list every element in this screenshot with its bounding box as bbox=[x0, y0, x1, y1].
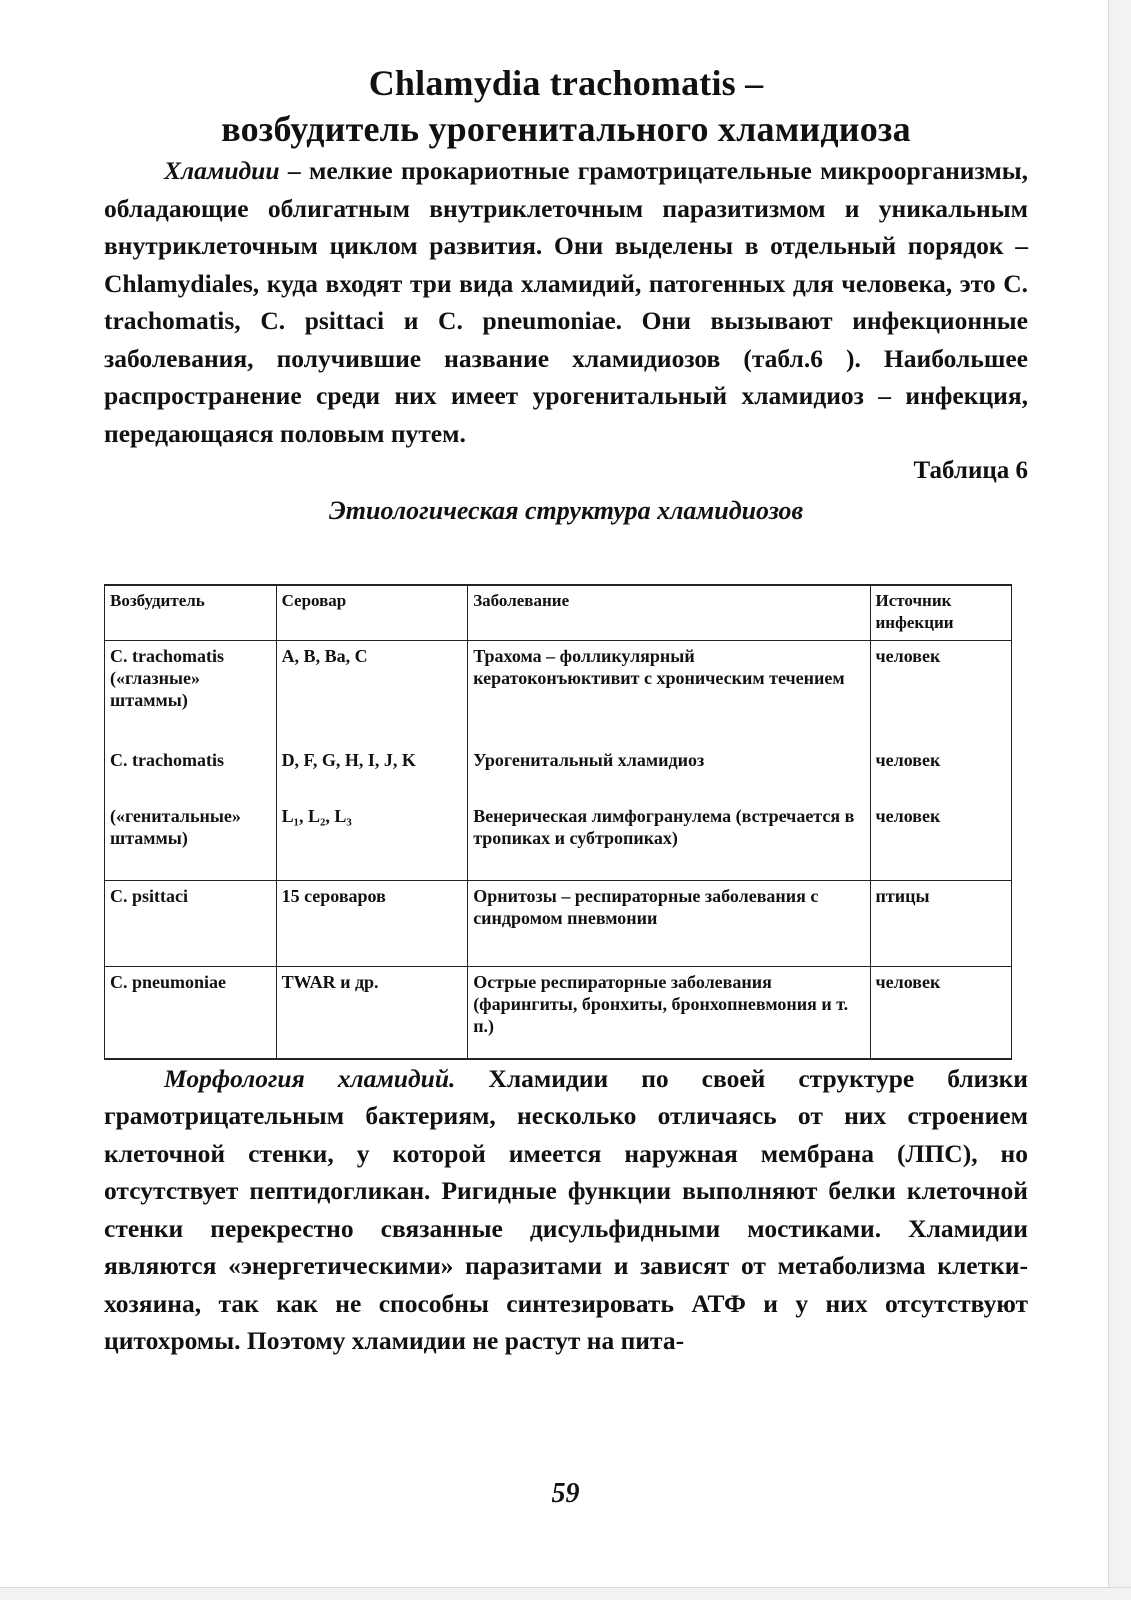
page-right-edge bbox=[1108, 0, 1131, 1600]
cell-source: человек bbox=[870, 967, 1011, 1059]
morphology-text: Хламидии по своей структуре близки грамотрицательным бактериям, несколько отличаясь от них строением клеточной стенки, у которой имеется наружная мембрана (ЛПС), но отсутствует пептидогликан. Ригидные функции выполняют белки клеточной стенки перекрестно связанные дисульфидными мостиками. Хламидии являются «энергетическими» паразитами и зависят от метаболизма клетки-хозяина, так как не способны синтезировать АТФ и у них отсутствуют цитохромы. Поэтому хламидии не растут на пита- bbox=[104, 1063, 1028, 1355]
header-serovar: Серовар bbox=[276, 585, 468, 641]
cell-source: человек bbox=[870, 745, 1011, 801]
cell-source: человек bbox=[870, 801, 1011, 881]
cell-serovar: D, F, G, H, I, J, K bbox=[276, 745, 468, 801]
table-row bbox=[105, 641, 1012, 745]
table-label: Таблица 6 bbox=[913, 457, 1028, 484]
cell-serovar: TWAR и др. bbox=[276, 967, 468, 1059]
cell-disease: Орнитозы – респираторные заболевания с синдромом пневмонии bbox=[468, 881, 870, 967]
cell-serovar: A, B, Ba, C bbox=[276, 641, 468, 745]
title-line-1: Chlamydia trachomatis – bbox=[368, 63, 764, 103]
page-title bbox=[104, 60, 1028, 152]
cell-disease: Острые респираторные заболевания (фарингиты, бронхиты, бронхопневмония и т. п.) bbox=[468, 967, 870, 1059]
header-source: Источник инфекции bbox=[870, 585, 1011, 641]
table-row bbox=[105, 745, 1012, 801]
cell-pathogen: C. trachomatis («глазные» штаммы) bbox=[105, 641, 277, 745]
page-number: 59 bbox=[551, 1478, 580, 1509]
intro-term: Хламидии bbox=[164, 156, 280, 185]
header-pathogen: Возбудитель bbox=[105, 585, 277, 641]
cell-serovar: L₁, L₂, L₃ bbox=[276, 801, 468, 881]
cell-disease: Трахома – фолликулярный кератоконъюктивит с хроническим течением bbox=[468, 641, 870, 745]
table-row bbox=[105, 967, 1012, 1059]
cell-disease: Урогенитальный хламидиоз bbox=[468, 745, 870, 801]
title-line-2: возбудитель урогенитального хламидиоза bbox=[221, 109, 911, 149]
cell-source: человек bbox=[870, 641, 1011, 745]
intro-paragraph bbox=[104, 152, 1028, 452]
table-row bbox=[105, 801, 1012, 881]
table-title: Этиологическая структура хламидиозов bbox=[328, 496, 804, 525]
intro-text: – мелкие прокариотные грамотрицательные микроорганизмы, обладающие облигатным внутриклеточным паразитизмом и уникальным внутриклеточным циклом развития. Они выделены в отдельный порядок – Chlamydiales, куда входят три вида хламидий, патогенных для человека, это C. trachomatis, C. psittaci и C. pneumoniae. Они вызывают инфекционные заболевания, получившие название хламидиозов (табл.6 ). Наибольшее распространение среди них имеет урогенитальный хламидиоз – инфекция, передающаяся половым путем. bbox=[104, 156, 1028, 448]
cell-pathogen: C. psittaci bbox=[105, 881, 277, 967]
cell-pathogen: («генитальные» штаммы) bbox=[105, 801, 277, 881]
cell-pathogen: C. pneumoniae bbox=[105, 967, 277, 1059]
page-bottom-edge bbox=[0, 1587, 1131, 1600]
morphology-term: Морфология хламидий. bbox=[164, 1063, 456, 1093]
cell-serovar: 15 сероваров bbox=[276, 881, 468, 967]
morphology-paragraph bbox=[104, 1060, 1028, 1360]
cell-source: птицы bbox=[870, 881, 1011, 967]
cell-disease: Венерическая лимфогранулема (встречается в тропиках и субтропиках) bbox=[468, 801, 870, 881]
etiology-table bbox=[104, 584, 1012, 1060]
document-page bbox=[104, 60, 1028, 1360]
header-disease: Заболевание bbox=[468, 585, 870, 641]
table-row bbox=[105, 881, 1012, 967]
table-header-row bbox=[105, 585, 1012, 641]
cell-pathogen: C. trachomatis bbox=[105, 745, 277, 801]
